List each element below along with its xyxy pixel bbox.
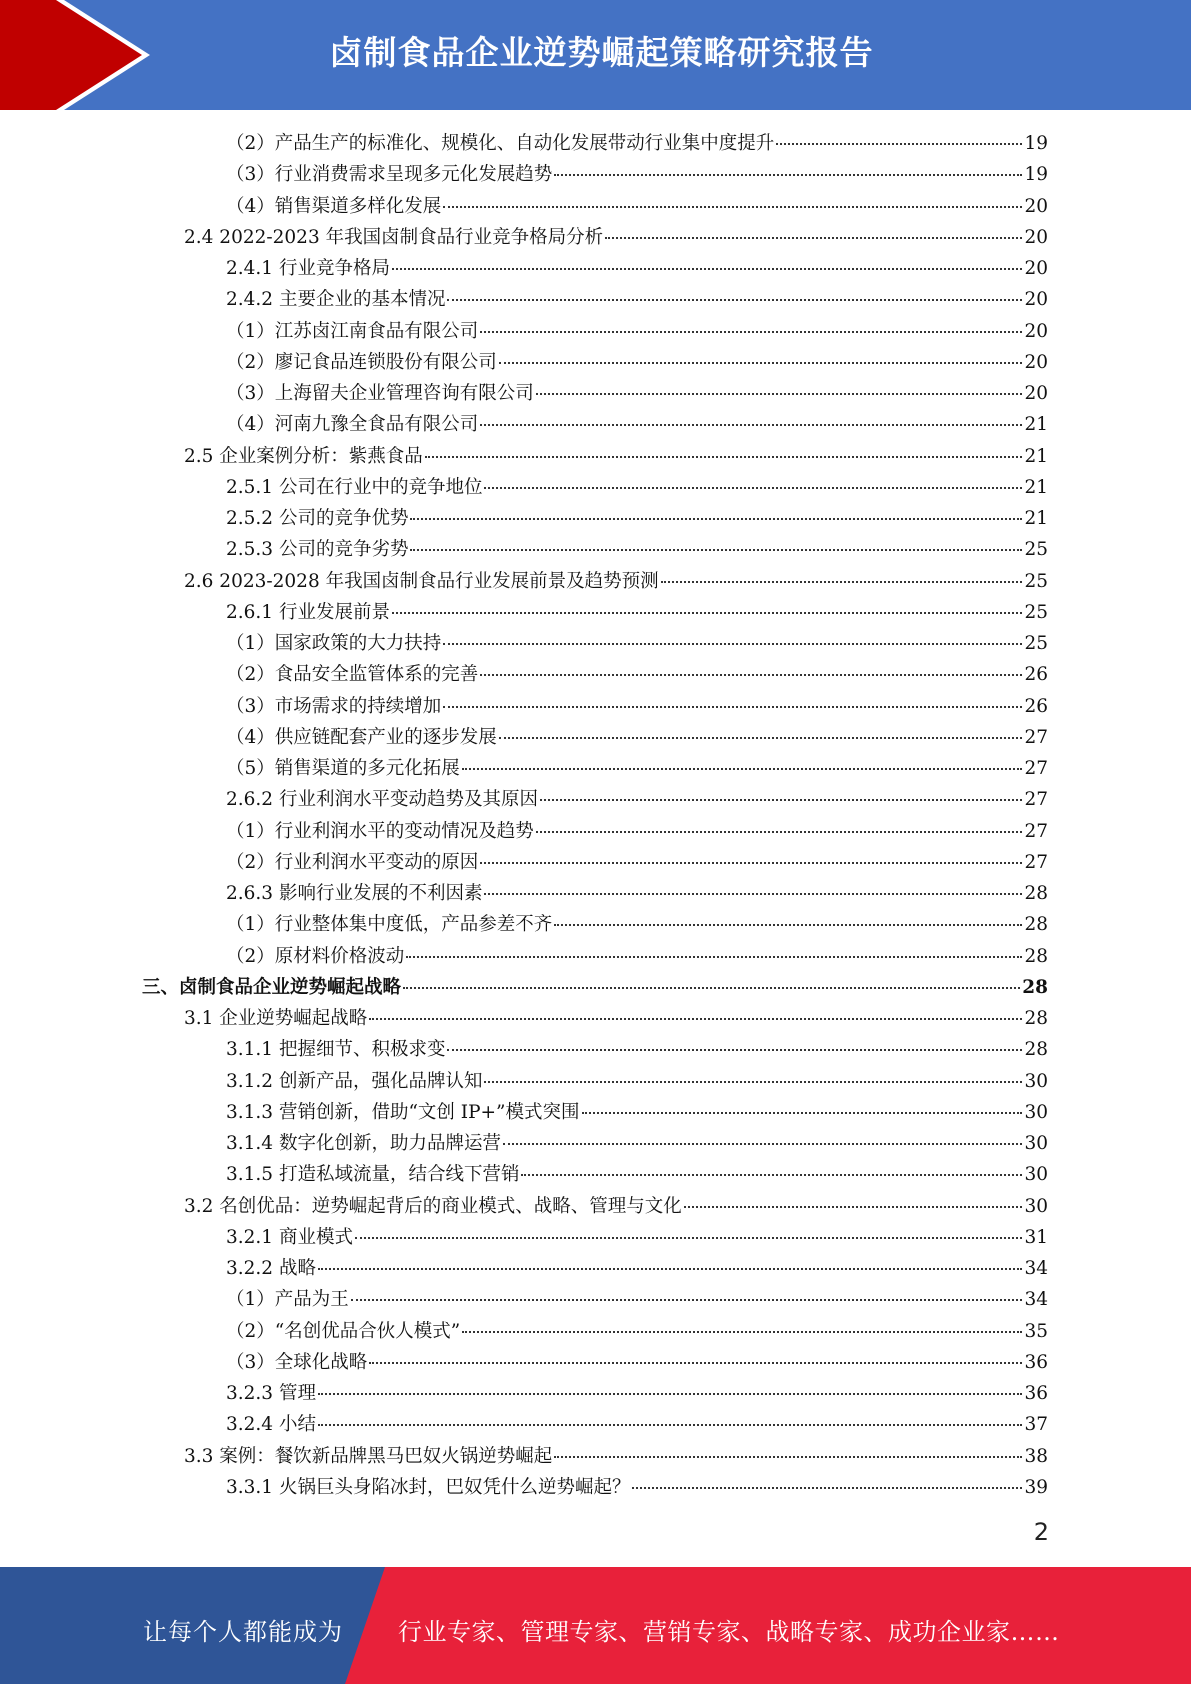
toc-entry-page: 20 [1024, 258, 1048, 279]
toc-entry-title: 3.2.3 管理 [226, 1383, 316, 1404]
toc-leader-dots [392, 268, 1022, 270]
page-number: 2 [1033, 1518, 1049, 1546]
toc-entry-page: 28 [1024, 1039, 1048, 1061]
toc-entry-title: 3.1.5 打造私域流量，结合线下营销 [226, 1164, 520, 1186]
toc-entry[interactable] [226, 1128, 1048, 1159]
toc-entry-page: 30 [1024, 1164, 1048, 1186]
toc-leader-dots [392, 612, 1022, 614]
toc-entry[interactable] [226, 316, 1048, 347]
toc-entry-title: （2）“名创优品合伙人模式” [226, 1320, 461, 1342]
toc-leader-dots [480, 331, 1022, 333]
toc-leader-dots [318, 1393, 1023, 1395]
toc-entry[interactable] [226, 409, 1048, 440]
toc-entry-title: （4）河南九豫全食品有限公司 [226, 414, 479, 436]
toc-entry-title: 三、卤制食品企业逆势崛起战略 [142, 976, 402, 998]
toc-leader-dots [403, 987, 1020, 989]
toc-entry-page: 31 [1024, 1226, 1048, 1248]
toc-entry-page: 28 [1024, 945, 1048, 967]
toc-entry-page: 20 [1024, 289, 1048, 311]
toc-entry-title: （2）廖记食品连锁股份有限公司 [226, 351, 497, 373]
toc-entry[interactable] [226, 659, 1048, 690]
toc-leader-dots [632, 1487, 1022, 1489]
toc-entry-page: 21 [1024, 414, 1048, 436]
toc-leader-dots [462, 768, 1023, 770]
toc-entry-title: （2）食品安全监管体系的完善 [226, 664, 479, 686]
toc-leader-dots [410, 549, 1022, 551]
toc-entry[interactable] [226, 1409, 1048, 1440]
toc-entry-title: 3.1 企业逆势崛起战略 [184, 1008, 368, 1029]
toc-entry-page: 21 [1024, 508, 1048, 529]
toc-entry[interactable] [184, 1191, 1048, 1222]
toc-leader-dots [661, 581, 1023, 583]
toc-entry[interactable] [226, 1378, 1048, 1409]
toc-entry-page: 34 [1024, 1258, 1048, 1279]
toc-entry[interactable] [226, 1097, 1048, 1128]
toc-entry[interactable] [226, 1472, 1048, 1503]
toc-entry[interactable] [226, 1034, 1048, 1065]
toc-entry-title: 2.6 2023-2028 年我国卤制食品行业发展前景及趋势预测 [184, 570, 659, 592]
toc-entry-page: 26 [1024, 664, 1048, 686]
toc-entry[interactable] [184, 566, 1048, 597]
toc-leader-dots [443, 643, 1022, 645]
toc-entry-title: 3.3.1 火锅巨头身陷冰封，巴奴凭什么逆势崛起？ [226, 1476, 631, 1498]
toc-leader-dots [499, 362, 1023, 364]
toc-entry[interactable] [226, 534, 1048, 565]
toc-entry-page: 25 [1024, 601, 1048, 623]
toc-entry-title: 2.4.1 行业竞争格局 [226, 258, 390, 279]
toc-entry-title: 2.4 2022-2023 年我国卤制食品行业竞争格局分析 [184, 226, 604, 248]
toc-entry-page: 36 [1024, 1383, 1048, 1404]
toc-entry-page: 27 [1024, 820, 1048, 842]
toc-leader-dots [484, 487, 1022, 489]
toc-entry-page: 39 [1024, 1476, 1048, 1498]
toc-entry-title: （1）产品为王 [226, 1289, 349, 1311]
toc-entry-title: 3.1.1 把握细节、积极求变 [226, 1039, 446, 1061]
toc-entry[interactable] [184, 1441, 1048, 1472]
toc-entry-page: 28 [1024, 914, 1048, 936]
toc-entry-title: 3.1.4 数字化创新，助力品牌运营 [226, 1133, 501, 1154]
toc-entry[interactable] [184, 441, 1048, 472]
toc-entry-title: （1）国家政策的大力扶持 [226, 633, 442, 654]
toc-leader-dots [480, 424, 1022, 426]
toc-entry-page: 34 [1024, 1289, 1048, 1311]
toc-entry[interactable] [226, 347, 1048, 378]
toc-leader-dots [462, 1331, 1022, 1333]
toc-entry[interactable] [226, 1347, 1048, 1378]
toc-entry-page: 36 [1024, 1351, 1048, 1373]
toc-leader-dots [410, 518, 1022, 520]
toc-entry[interactable] [226, 941, 1048, 972]
toc-entry-page: 21 [1024, 445, 1048, 467]
toc-entry-title: 3.2.4 小结 [226, 1414, 316, 1436]
toc-entry-page: 25 [1024, 633, 1048, 654]
toc-entry-page: 26 [1024, 695, 1048, 717]
toc-entry[interactable] [226, 378, 1048, 409]
toc-entry-title: 2.4.2 主要企业的基本情况 [226, 289, 446, 311]
toc-entry[interactable] [226, 1159, 1048, 1190]
toc-entry[interactable] [226, 1316, 1048, 1347]
toc-leader-dots [484, 1081, 1022, 1083]
footer-slogan-left: 让每个人都能成为 [143, 1618, 343, 1646]
toc-entry[interactable] [226, 597, 1048, 628]
toc-leader-dots [605, 237, 1022, 239]
toc-leader-dots [447, 299, 1022, 301]
toc-entry[interactable] [226, 1253, 1048, 1284]
toc-leader-dots [369, 1362, 1022, 1364]
toc-entry-page: 27 [1024, 726, 1048, 748]
toc-entry[interactable] [226, 284, 1048, 315]
toc-entry-title: （1）江苏卤江南食品有限公司 [226, 320, 479, 342]
toc-entry-page: 37 [1024, 1414, 1048, 1436]
toc-entry-page: 28 [1024, 883, 1048, 904]
toc-entry-title: 2.6.1 行业发展前景 [226, 601, 390, 623]
toc-entry[interactable] [226, 1284, 1048, 1315]
toc-leader-dots [443, 206, 1022, 208]
toc-entry[interactable] [226, 1222, 1048, 1253]
toc-leader-dots [351, 1299, 1023, 1301]
toc-entry[interactable] [226, 472, 1048, 503]
toc-leader-dots [425, 456, 1023, 458]
toc-entry[interactable] [226, 847, 1048, 878]
toc-leader-dots [443, 706, 1022, 708]
toc-entry-page: 30 [1024, 1101, 1048, 1123]
toc-entry-page: 25 [1024, 539, 1048, 561]
header-banner [0, 0, 1191, 110]
toc-entry-title: 2.6.2 行业利润水平变动趋势及其原因 [226, 789, 538, 811]
toc-entry-title: （2）产品生产的标准化、规模化、自动化发展带动行业集中度提升 [226, 133, 775, 154]
toc-entry-page: 19 [1024, 133, 1048, 154]
toc-entry-title: （1）行业利润水平的变动情况及趋势 [226, 820, 534, 842]
footer-slogan-right: 行业专家、管理专家、营销专家、战略专家、成功企业家…… [398, 1618, 1060, 1646]
toc-entry-page: 20 [1024, 195, 1048, 217]
toc-entry[interactable] [142, 972, 1048, 1003]
toc-entry-title: 3.2 名创优品：逆势崛起背后的商业模式、战略、管理与文化 [184, 1195, 682, 1217]
toc-entry-page: 28 [1024, 1008, 1048, 1029]
toc-leader-dots [684, 1206, 1023, 1208]
toc-entry-title: 3.1.2 创新产品，强化品牌认知 [226, 1070, 483, 1092]
toc-entry-title: 2.5 企业案例分析：紫燕食品 [184, 445, 423, 467]
toc-entry-title: （4）销售渠道多样化发展 [226, 195, 442, 217]
toc-entry-title: （3）行业消费需求呈现多元化发展趋势 [226, 164, 553, 186]
toc-entry[interactable] [226, 191, 1048, 222]
toc-leader-dots [521, 1174, 1022, 1176]
toc-entry[interactable] [226, 784, 1048, 815]
toc-leader-dots [480, 862, 1022, 864]
toc-leader-dots [406, 956, 1022, 958]
toc-entry-page: 30 [1024, 1070, 1048, 1092]
toc-leader-dots [369, 1018, 1022, 1020]
toc-leader-dots [355, 1237, 1023, 1239]
toc-entry-title: 3.2.1 商业模式 [226, 1226, 353, 1248]
toc-entry-title: （1）行业整体集中度低，产品参差不齐 [226, 914, 553, 936]
toc-entry-title: （4）供应链配套产业的逐步发展 [226, 726, 497, 748]
toc-entry[interactable] [226, 816, 1048, 847]
toc-entry-page: 20 [1024, 320, 1048, 342]
toc-entry-page: 38 [1024, 1445, 1048, 1467]
toc-leader-dots [499, 737, 1023, 739]
toc-entry-title: 3.2.2 战略 [226, 1258, 316, 1279]
toc-entry-title: （2）原材料价格波动 [226, 945, 405, 967]
toc-leader-dots [503, 1143, 1022, 1145]
toc-leader-dots [540, 799, 1022, 801]
toc-leader-dots [318, 1424, 1023, 1426]
toc-entry-title: （2）行业利润水平变动的原因 [226, 851, 479, 873]
toc-entry-title: 2.5.3 公司的竞争劣势 [226, 539, 409, 561]
toc-entry-page: 20 [1024, 383, 1048, 404]
toc-entry[interactable] [226, 253, 1048, 284]
toc-entry-page: 28 [1022, 976, 1048, 998]
toc-leader-dots [318, 1268, 1023, 1270]
toc-entry[interactable] [226, 159, 1048, 190]
toc-leader-dots [554, 174, 1022, 176]
toc-entry-page: 30 [1024, 1195, 1048, 1217]
toc-entry-title: 3.3 案例：餐饮新品牌黑马巴奴火锅逆势崛起 [184, 1445, 553, 1467]
toc-entry-title: 2.6.3 影响行业发展的不利因素 [226, 883, 483, 904]
toc-leader-dots [536, 831, 1023, 833]
toc-entry[interactable] [226, 909, 1048, 940]
toc-entry[interactable] [226, 753, 1048, 784]
toc-entry-title: （3）上海留夫企业管理咨询有限公司 [226, 383, 534, 404]
toc-entry-title: （5）销售渠道的多元化拓展 [226, 758, 460, 779]
toc-entry[interactable] [226, 128, 1048, 159]
toc-entry-title: 2.5.2 公司的竞争优势 [226, 508, 409, 529]
toc-entry-title: 2.5.1 公司在行业中的竞争地位 [226, 476, 483, 498]
toc-entry-page: 21 [1024, 476, 1048, 498]
toc-leader-dots [484, 893, 1022, 895]
toc-entry-title: （3）全球化战略 [226, 1351, 368, 1373]
toc-entry[interactable] [184, 1003, 1048, 1034]
toc-entry[interactable] [226, 722, 1048, 753]
toc-entry-page: 30 [1024, 1133, 1048, 1154]
toc-entry-title: 3.1.3 营销创新，借助“文创 IP+”模式突围 [226, 1101, 580, 1123]
toc-entry[interactable] [226, 628, 1048, 659]
toc-leader-dots [554, 1456, 1022, 1458]
toc-entry[interactable] [226, 1066, 1048, 1097]
toc-entry-title: （3）市场需求的持续增加 [226, 695, 442, 717]
report-title: 卤制食品企业逆势崛起策略研究报告 [329, 33, 874, 72]
toc-entry[interactable] [184, 222, 1048, 253]
toc-entry[interactable] [226, 878, 1048, 909]
toc-leader-dots [447, 1049, 1022, 1051]
toc-entry-page: 20 [1024, 351, 1048, 373]
toc-leader-dots [536, 393, 1023, 395]
toc-entry[interactable] [226, 503, 1048, 534]
toc-entry-page: 27 [1024, 851, 1048, 873]
toc-entry-page: 25 [1024, 570, 1048, 592]
toc-entry-page: 27 [1024, 789, 1048, 811]
toc-leader-dots [776, 143, 1022, 145]
toc-leader-dots [554, 924, 1022, 926]
toc-leader-dots [480, 674, 1022, 676]
toc-entry-page: 35 [1024, 1320, 1048, 1342]
toc-entry-page: 20 [1024, 226, 1048, 248]
toc-entry[interactable] [226, 691, 1048, 722]
toc-leader-dots [582, 1112, 1023, 1114]
toc-entry-page: 19 [1024, 164, 1048, 186]
toc-entry-page: 27 [1024, 758, 1048, 779]
